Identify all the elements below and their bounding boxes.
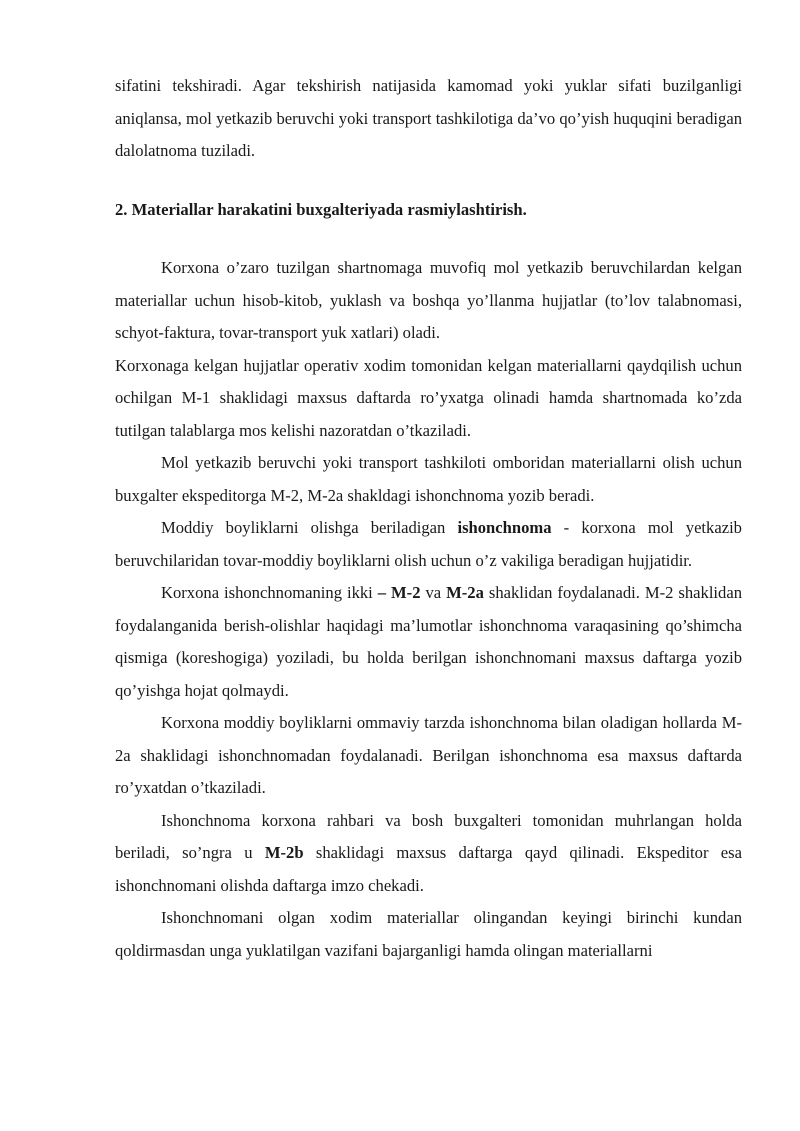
- text-span: - korxona mol yetkazib beruvchilaridan tovar-moddiy boyliklarni olish uchun o’z vakiliga beradigan hujjatidir.: [115, 518, 742, 570]
- paragraph-forms: [115, 577, 742, 707]
- bold-term: M-2a: [446, 583, 484, 602]
- bold-term: – M-2: [377, 583, 421, 602]
- paragraph-intro: sifatini tekshiradi. Agar tekshirish natijasida kamomad yoki yuklar sifati buzilganligi aniqlansa, mol yetkazib beruvchi yoki transport tashkilotiga da’vo qo’yish huquqini beradigan dalolatnoma tuziladi.: [115, 76, 742, 160]
- document-page: [115, 70, 742, 967]
- spacer: [115, 226, 742, 252]
- text-span: shaklidagi maxsus daftarga qayd qilinadi. Ekspeditor esa ishonchnomani olishda daftarga imzo chekadi.: [115, 843, 742, 895]
- text-span: Moddiy boyliklarni olishga beriladigan: [161, 518, 458, 537]
- text-span: shaklidan foydalanadi. M-2 shaklidan foydalanganida berish-olishlar haqidagi ma’lumotlar ishonchnoma varaqasining qo’shimcha qismiga (koreshogiga) yoziladi, bu holda berilgan ishonchnomani maxsus daftarga yozib qo’yishga hojat qolmaydi.: [115, 583, 742, 700]
- paragraph-registration: Korxonaga kelgan hujjatlar operativ xodim tomonidan kelgan materiallarni qaydqilish uchun ochilgan M-1 shaklidagi maxsus daftarda ro’yxatga olinadi hamda shartnomada ko’zda tutilgan talablarga mos kelishi nazoratdan o’tkaziladi.: [115, 355, 742, 440]
- paragraph-seal: [115, 805, 742, 903]
- text-span: va: [420, 583, 447, 602]
- paragraph-documents-received: Korxona o’zaro tuzilgan shartnomaga muvofiq mol yetkazib beruvchilardan kelgan materiallar uchun hisob-kitob, yuklash va boshqa yo’llanma hujjatlar (to’lov talabnomasi, schyot-faktura, tovar-transport yuk xatlari) oladi.: [115, 258, 742, 342]
- spacer: [115, 168, 742, 194]
- paragraph-mass-receipt: Korxona moddiy boyliklarni ommaviy tarzda ishonchnoma bilan oladigan hollarda M-2a shaklidagi ishonchnomadan foydalanadi. Berilgan ishonchnoma esa maxsus daftarda ro’yxatdan o’tkaziladi.: [115, 713, 742, 797]
- section-heading: 2. Materiallar harakatini buxgalteriyada rasmiylashtirish.: [115, 199, 527, 219]
- text-span: Ishonchnoma korxona rahbari va bosh buxgalteri tomonidan muhrlangan holda beriladi, so’ngra u: [115, 810, 742, 862]
- bold-term: ishonchnoma: [457, 518, 552, 537]
- paragraph-definition: [115, 512, 742, 577]
- paragraph-employee-duty: Ishonchnomani olgan xodim materiallar olingandan keyingi birinchi kundan qoldirmasdan unga yuklatilgan vazifani bajarganligi hamda olingan materiallarni: [115, 908, 742, 960]
- text-span: Korxona ishonchnomaning ikki: [161, 583, 378, 602]
- bold-term: M-2b: [264, 843, 304, 862]
- paragraph-power-of-attorney-issue: Mol yetkazib beruvchi yoki transport tashkiloti omboridan materiallarni olish uchun buxgalter ekspeditorga M-2, M-2a shakldagi ishonchnoma yozib beradi.: [115, 453, 742, 505]
